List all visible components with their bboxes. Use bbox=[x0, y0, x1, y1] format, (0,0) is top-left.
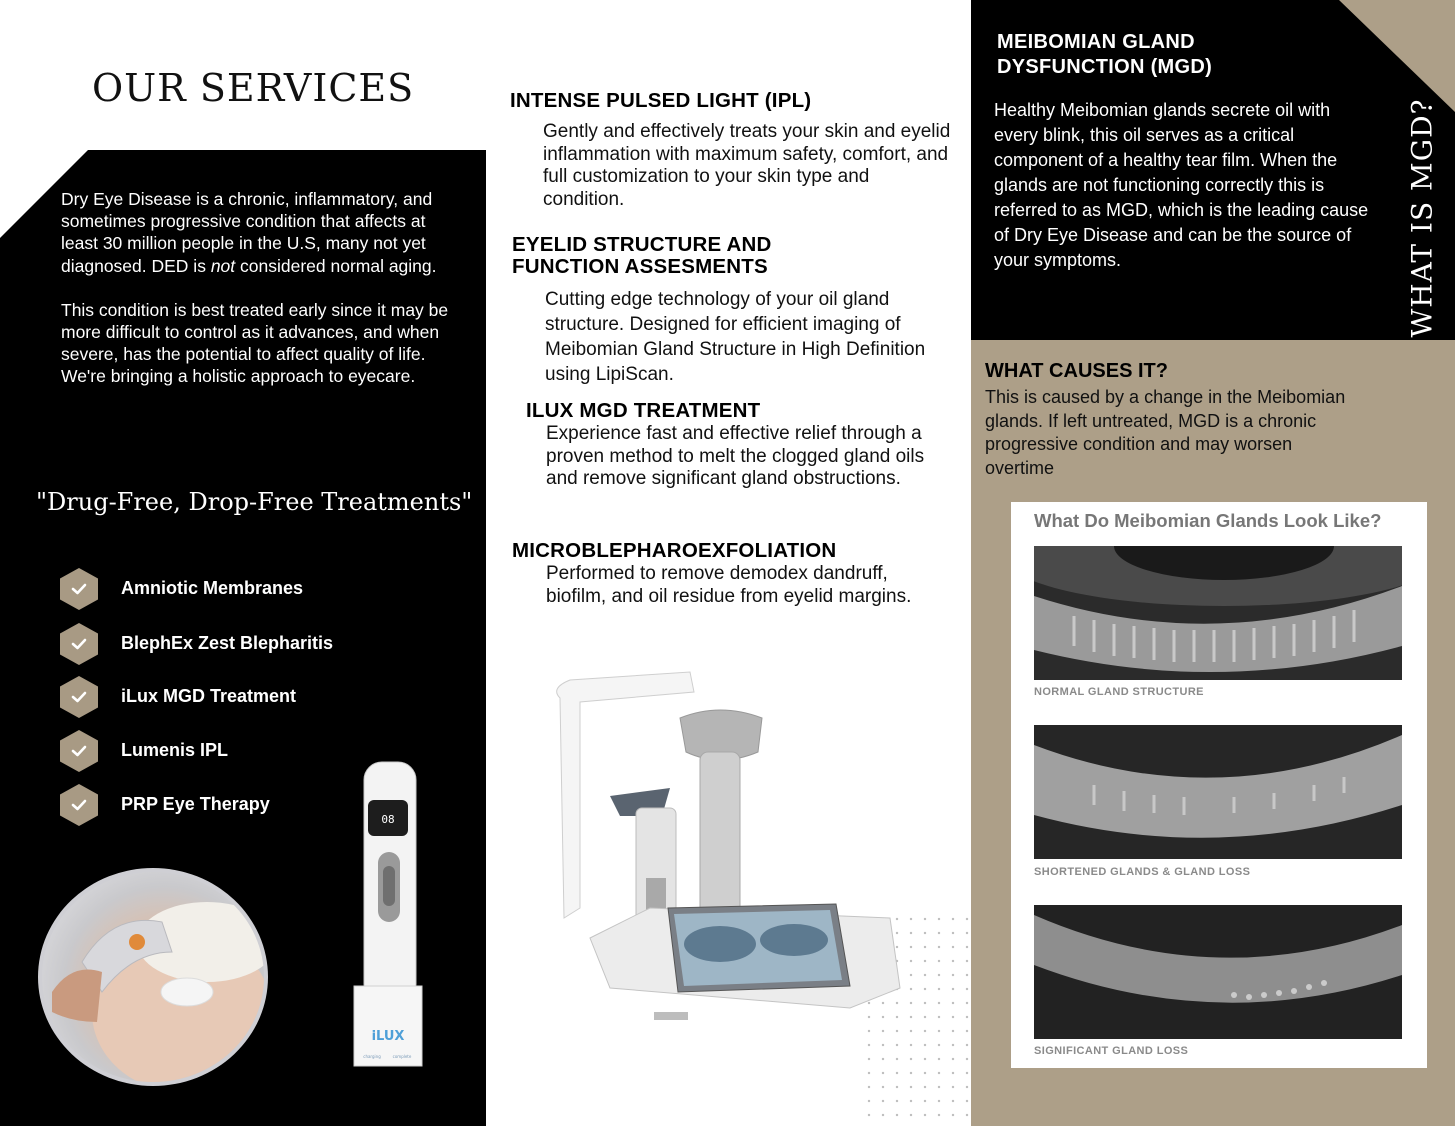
section-eyelid-assessment bbox=[512, 234, 952, 387]
ilux-device-image bbox=[352, 760, 424, 1070]
vertical-title: WHAT IS MGD? bbox=[1405, 98, 1439, 338]
section-microblepharoexfoliation bbox=[512, 540, 932, 608]
gland-heading: What Do Meibomian Glands Look Like? bbox=[1034, 510, 1382, 531]
ipl-treatment-photo bbox=[38, 868, 268, 1086]
intro-paragraph-2: This condition is best treated early since it may be more difficult to control as it advances, and when severe, has the potential to affect quality of life. We're bringing a holistic approach to eyecare. bbox=[61, 299, 449, 387]
causes-text: This is caused by a change in the Meibomian glands. If left untreated, MGD is a chronic progressive condition and may worsen overtime bbox=[985, 387, 1346, 478]
shortened-gland-image bbox=[1034, 725, 1402, 859]
causes-title: WHAT CAUSES IT? bbox=[985, 360, 1168, 382]
service-label: PRP Eye Therapy bbox=[121, 794, 270, 814]
service-label: iLux MGD Treatment bbox=[121, 686, 297, 706]
check-badge-icon bbox=[60, 676, 98, 718]
gland-caption: SHORTENED GLANDS & GLAND LOSS bbox=[1034, 866, 1251, 878]
section-body: Performed to remove demodex dandruff, biofilm, and oil residue from eyelid margins. bbox=[546, 563, 912, 607]
page-title: OUR SERVICES bbox=[92, 66, 415, 110]
service-label: Amniotic Membranes bbox=[121, 578, 304, 598]
section-title: ILUX MGD TREATMENT bbox=[526, 399, 761, 422]
gland-caption: SIGNIFICANT GLAND LOSS bbox=[1034, 1045, 1189, 1057]
mgd-text: Healthy Meibomian glands secrete oil with every blink, this oil serves as a critical component of a healthy tear film. When the glands are not functioning correctly this is referred to as MGD, which is the leading cause of Dry Eye Disease and can be the source of your symptoms. bbox=[994, 100, 1369, 270]
gland-caption: NORMAL GLAND STRUCTURE bbox=[1034, 686, 1204, 698]
complete-label: complete bbox=[392, 1054, 412, 1059]
section-body: Experience fast and effective relief through a proven method to melt the clogged gland oils and remove significant gland obstructions. bbox=[546, 423, 925, 489]
mgd-title: MEIBOMIAN GLAND DYSFUNCTION (MGD) bbox=[997, 31, 1213, 78]
section-ipl bbox=[510, 90, 955, 211]
intro-text bbox=[61, 188, 461, 410]
device-display-readout: 08 bbox=[381, 813, 395, 826]
list-item bbox=[60, 623, 440, 663]
list-item bbox=[60, 676, 440, 716]
service-label: BlephEx Zest Blepharitis bbox=[121, 633, 334, 653]
lipiscan-device-image bbox=[550, 668, 910, 1028]
normal-gland-image bbox=[1034, 546, 1402, 680]
section-title: MICROBLEPHAROEXFOLIATION bbox=[512, 539, 837, 562]
list-item bbox=[60, 568, 440, 608]
service-label: Lumenis IPL bbox=[121, 740, 229, 760]
check-badge-icon bbox=[60, 623, 98, 665]
section-body: Gently and effectively treats your skin and eyelid inflammation with maximum safety, comfort, and full customization to your skin type and condition. bbox=[543, 121, 951, 210]
gland-loss-image bbox=[1034, 905, 1402, 1039]
tagline-quote: "Drug-Free, Drop-Free Treatments" bbox=[36, 488, 473, 516]
section-body: Cutting edge technology of your oil gland structure. Designed for efficient imaging of Meibomian Gland Structure in High Definition using LipiScan. bbox=[545, 289, 926, 385]
section-ilux bbox=[526, 400, 946, 491]
check-badge-icon bbox=[60, 784, 98, 826]
check-badge-icon bbox=[60, 568, 98, 610]
section-title: INTENSE PULSED LIGHT (IPL) bbox=[510, 89, 812, 112]
ilux-logo: iLUX bbox=[371, 1029, 405, 1044]
emphasis-not: not bbox=[210, 255, 236, 276]
intro-paragraph: Dry Eye Disease is a chronic, inflammatory, and sometimes progressive condition that affects at least 30 million people in the U.S, many not yet diagnosed. DED is not considered normal aging. bbox=[61, 189, 437, 276]
charging-label: charging bbox=[363, 1054, 381, 1059]
check-badge-icon bbox=[60, 730, 98, 772]
section-title: EYELID STRUCTURE AND FUNCTION ASSESMENTS bbox=[512, 233, 772, 278]
